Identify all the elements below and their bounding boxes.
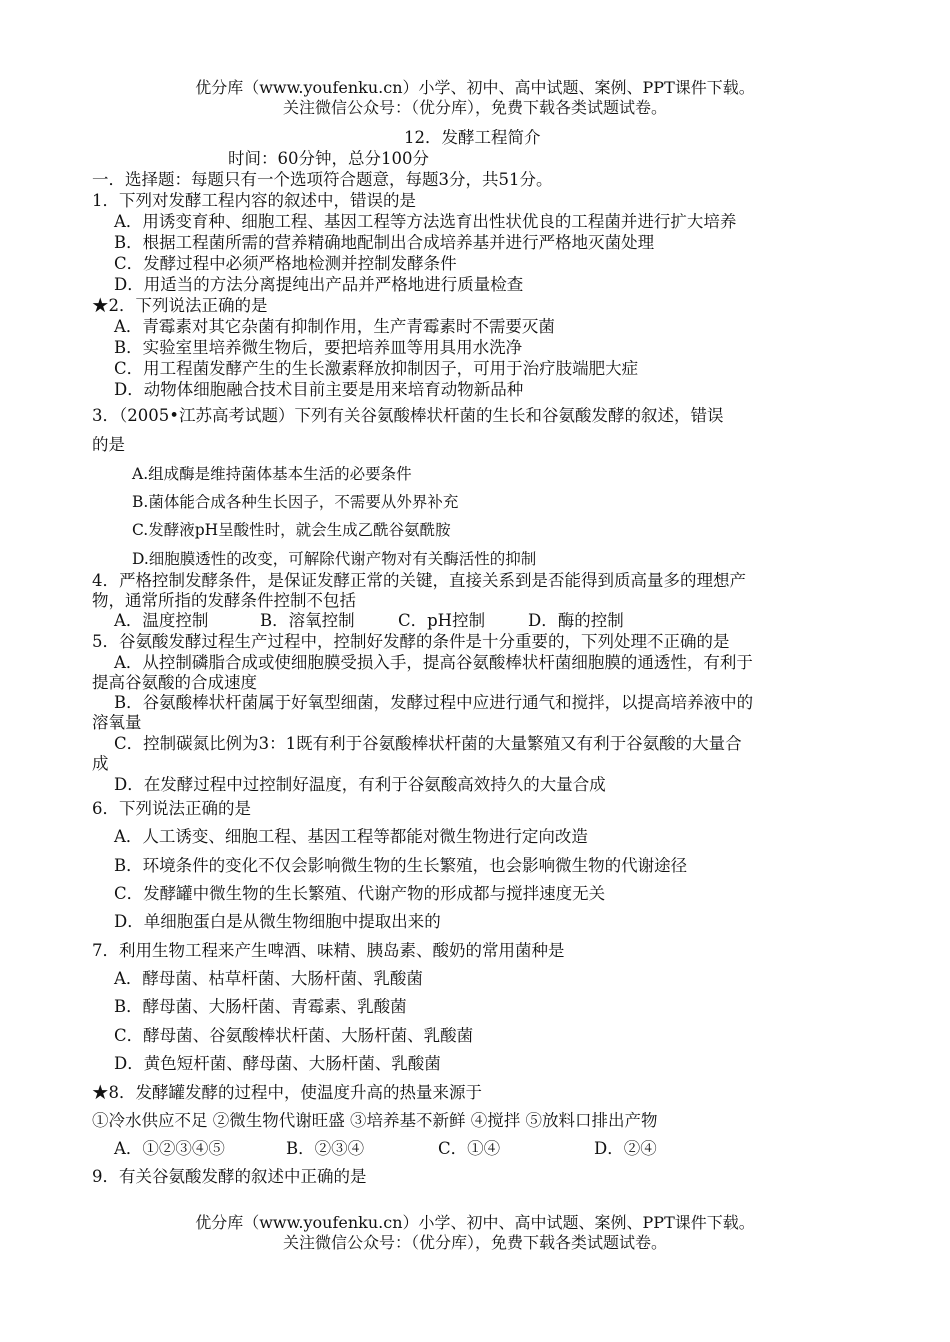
q6-option-c: C．发酵罐中微生物的生长繁殖、代谢产物的形成都与搅拌速度无关: [114, 884, 606, 903]
q4-stem-line-2: 物，通常所指的发酵条件控制不包括: [92, 591, 356, 610]
q6-option-a: A．人工诱变、细胞工程、基因工程等都能对微生物进行定向改造: [114, 827, 588, 846]
q8-option-d: D．②④: [594, 1139, 657, 1158]
q5-option-b-line-2: 溶氧量: [92, 713, 142, 732]
q5-option-b-line-1: B．谷氨酸棒状杆菌属于好氧型细菌，发酵过程中应进行通气和搅拌，以提高培养液中的: [114, 693, 754, 712]
q1-option-b: B．根据工程菌所需的营养精确地配制出合成培养基并进行严格地灭菌处理: [114, 233, 655, 252]
q5-option-a-line-2: 提高谷氨酸的合成速度: [92, 673, 257, 692]
header-line-1: 优分库（www.youfenku.cn）小学、初中、高中试题、案例、PPT课件下载。: [195, 78, 755, 97]
q7-option-c: C．酵母菌、谷氨酸棒状杆菌、大肠杆菌、乳酸菌: [114, 1026, 474, 1045]
q4-stem-line-1: 4．严格控制发酵条件，是保证发酵正常的关键，直接关系到是否能得到质高量多的理想产: [92, 571, 746, 590]
q5-option-a-line-1: A．从控制磷脂合成或使细胞膜受损入手，提高谷氨酸棒状杆菌细胞膜的通透性，有利于: [114, 653, 753, 672]
q7-option-b: B．酵母菌、大肠杆菌、青霉素、乳酸菌: [114, 997, 407, 1016]
q6-option-b: B．环境条件的变化不仅会影响微生物的生长繁殖，也会影响微生物的代谢途径: [114, 856, 688, 875]
q1-option-d: D．用适当的方法分离提纯出产品并严格地进行质量检查: [114, 275, 524, 294]
q8-option-b: B．②③④: [286, 1139, 365, 1158]
q6-option-d: D．单细胞蛋白是从微生物细胞中提取出来的: [114, 912, 441, 931]
header-line-2: 关注微信公众号：（优分库），免费下载各类试题试卷。: [282, 98, 667, 117]
q8-option-c: C．①④: [438, 1139, 501, 1158]
q7-stem: 7．利用生物工程来产生啤酒、味精、胰岛素、酸奶的常用菌种是: [92, 941, 565, 960]
q2-option-a: A．青霉素对其它杂菌有抑制作用，生产青霉素时不需要灭菌: [114, 317, 555, 336]
q3-option-d: D.细胞膜透性的改变，可解除代谢产物对有关酶活性的抑制: [132, 550, 537, 568]
q5-option-c-line-1: C．控制碳氮比例为3：1既有利于谷氨酸棒状杆菌的大量繁殖又有利于谷氨酸的大量合: [114, 734, 742, 753]
q3-option-c: C.发酵液pH呈酸性时，就会生成乙酰谷氨酰胺: [132, 521, 451, 539]
q8-items: ①冷水供应不足 ②微生物代谢旺盛 ③培养基不新鲜 ④搅拌 ⑤放料口排出产物: [92, 1111, 658, 1130]
q7-option-d: D．黄色短杆菌、酵母菌、大肠杆菌、乳酸菌: [114, 1054, 441, 1073]
q4-option-c: C．pH控制: [398, 611, 486, 630]
q2-option-b: B．实验室里培养微生物后，要把培养皿等用具用水洗净: [114, 338, 523, 357]
q5-stem: 5．谷氨酸发酵过程生产过程中，控制好发酵的条件是十分重要的，下列处理不正确的是: [92, 632, 730, 651]
q2-option-d: D．动物体细胞融合技术目前主要是用来培育动物新品种: [114, 380, 524, 399]
q5-option-d: D．在发酵过程中过控制好温度，有利于谷氨酸高效持久的大量合成: [114, 775, 606, 794]
q6-stem: 6．下列说法正确的是: [92, 799, 251, 818]
section-heading: 一．选择题：每题只有一个选项符合题意，每题3分，共51分。: [92, 170, 553, 189]
footer-line-1: 优分库（www.youfenku.cn）小学、初中、高中试题、案例、PPT课件下载。: [195, 1213, 755, 1232]
q2-stem: ★2．下列说法正确的是: [92, 296, 268, 315]
doc-title: 12．发酵工程简介: [404, 128, 541, 147]
q3-option-b: B.菌体能合成各种生长因子，不需要从外界补充: [132, 493, 459, 511]
q2-option-c: C．用工程菌发酵产生的生长激素释放抑制因子，可用于治疗肢端肥大症: [114, 359, 639, 378]
q4-option-a: A．温度控制: [114, 611, 209, 630]
q3-stem-line-2: 的是: [92, 435, 125, 454]
q4-option-d: D．酶的控制: [528, 611, 624, 630]
q4-option-b: B．溶氧控制: [260, 611, 355, 630]
q8-option-a: A．①②③④⑤: [114, 1139, 225, 1158]
q1-option-c: C．发酵过程中必须严格地检测并控制发酵条件: [114, 254, 457, 273]
q7-option-a: A．酵母菌、枯草杆菌、大肠杆菌、乳酸菌: [114, 969, 423, 988]
q9-stem: 9．有关谷氨酸发酵的叙述中正确的是: [92, 1167, 367, 1186]
q8-stem: ★8．发酵罐发酵的过程中，使温度升高的热量来源于: [92, 1083, 482, 1102]
footer-line-2: 关注微信公众号：（优分库），免费下载各类试题试卷。: [282, 1233, 667, 1252]
q1-option-a: A．用诱变育种、细胞工程、基因工程等方法选育出性状优良的工程菌并进行扩大培养: [114, 212, 737, 231]
q5-option-c-line-2: 成: [92, 754, 109, 773]
q3-stem-line-1: 3．（2005•江苏高考试题）下列有关谷氨酸棒状杆菌的生长和谷氨酸发酵的叙述，错误: [92, 406, 724, 425]
time-info: 时间：60分钟，总分100分: [228, 149, 429, 168]
q1-stem: 1．下列对发酵工程内容的叙述中，错误的是: [92, 191, 416, 210]
q3-option-a: A.组成酶是维持菌体基本生活的必要条件: [132, 465, 412, 483]
